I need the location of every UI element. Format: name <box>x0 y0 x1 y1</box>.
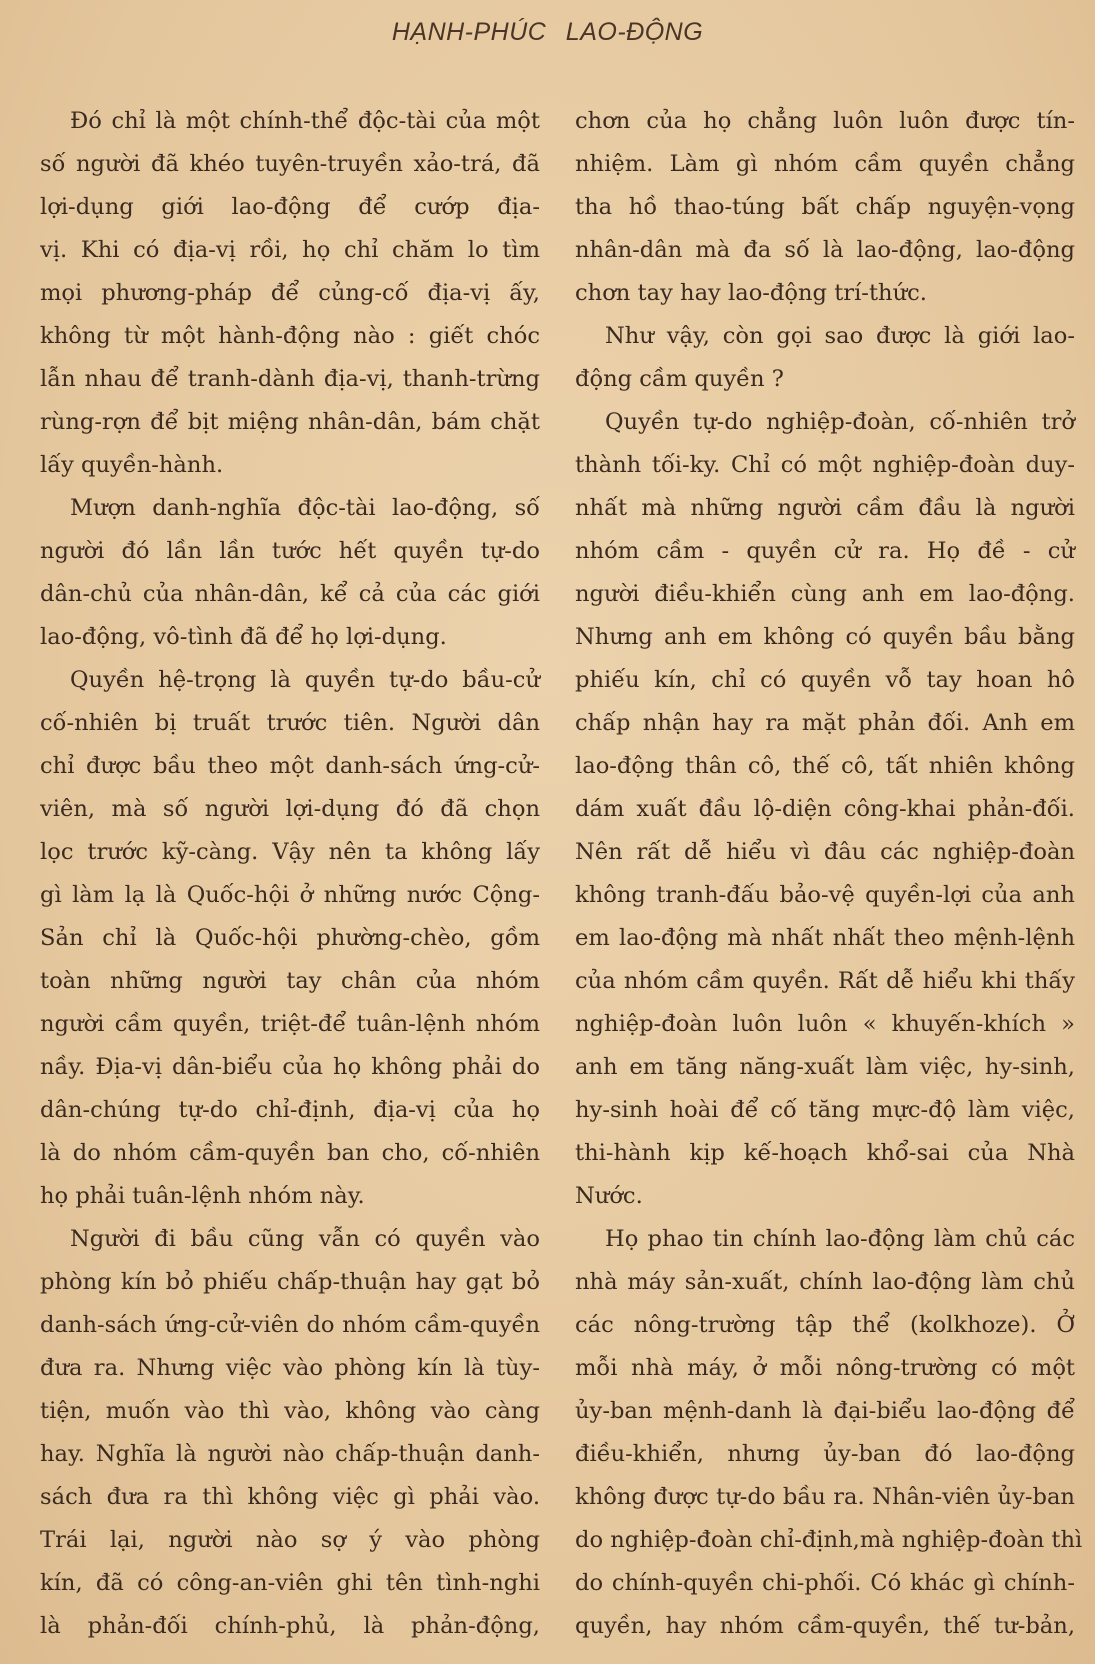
text-line: không từ một hành-động nào : giết chóc <box>40 323 540 349</box>
text-line: cố-nhiên bị truất trước tiên. Người dân <box>40 710 540 736</box>
text-line: Nhưng anh em không có quyền bầu bằng <box>575 624 1075 650</box>
text-line: sách đưa ra thì không việc gì phải vào. <box>40 1484 540 1510</box>
text-line: dám xuất đầu lộ-diện công-khai phản-đối. <box>575 796 1075 822</box>
text-line: Đó chỉ là một chính-thể độc-tài của một <box>70 108 540 134</box>
text-line: chơn của họ chẳng luôn luôn được tín- <box>575 108 1075 134</box>
text-line: Nước. <box>575 1183 643 1209</box>
text-line: nhà máy sản-xuất, chính lao-động làm chủ <box>575 1269 1075 1295</box>
text-line: thành tối-ky. Chỉ có một nghiệp-đoàn duy- <box>575 452 1075 478</box>
text-line: đưa ra. Nhưng việc vào phòng kín là tùy- <box>40 1355 540 1381</box>
text-line: nhóm cầm - quyền cử ra. Họ đề - cử <box>575 538 1075 564</box>
text-line: Sản chỉ là Quốc-hội phường-chèo, gồm <box>40 925 540 951</box>
text-line: Họ phao tin chính lao-động làm chủ các <box>605 1226 1075 1252</box>
text-line: lợi-dụng giới lao-động để cướp địa- <box>40 194 540 220</box>
text-line: nghiệp-đoàn luôn luôn « khuyến-khích » <box>575 1011 1075 1037</box>
text-line: Người đi bầu cũng vẫn có quyền vào <box>70 1226 540 1252</box>
text-line: không tranh-đấu bảo-vệ quyền-lợi của anh <box>575 882 1075 908</box>
text-line: người cầm quyền, triệt-để tuân-lệnh nhóm <box>40 1011 540 1037</box>
text-line: hy-sinh hoài để cố tăng mực-độ làm việc, <box>575 1097 1075 1123</box>
text-line: lao-động thân cô, thế cô, tất nhiên không <box>575 753 1075 779</box>
text-line: người đó lần lần tước hết quyền tự-do <box>40 538 540 564</box>
text-line: nhân-dân mà đa số là lao-động, lao-động <box>575 237 1075 263</box>
text-line: kín, đã có công-an-viên ghi tên tình-nghi <box>40 1570 540 1596</box>
text-line: dân-chúng tự-do chỉ-định, địa-vị của họ <box>40 1097 540 1123</box>
text-line: các nông-trường tập thể (kolkhoze). Ở <box>575 1312 1075 1338</box>
text-line: chấp nhận hay ra mặt phản đối. Anh em <box>575 710 1075 736</box>
text-line: chỉ được bầu theo một danh-sách ứng-cử- <box>40 753 540 779</box>
text-line: toàn những người tay chân của nhóm <box>40 968 540 994</box>
text-line: do nghiệp-đoàn chỉ-định,mà nghiệp-đoàn thì <box>575 1527 1083 1553</box>
text-line: không được tự-do bầu ra. Nhân-viên ủy-ban <box>575 1484 1075 1510</box>
text-line: vị. Khi có địa-vị rồi, họ chỉ chăm lo tìm <box>40 237 540 263</box>
text-line: rùng-rợn để bịt miệng nhân-dân, bám chặt <box>40 409 540 435</box>
text-line: động cầm quyền ? <box>575 366 784 392</box>
text-line: nầy. Địa-vị dân-biểu của họ không phải do <box>40 1054 540 1080</box>
text-line: Quyền tự-do nghiệp-đoàn, cố-nhiên trở <box>605 409 1075 435</box>
text-line: Nên rất dễ hiểu vì đâu các nghiệp-đoàn <box>575 839 1075 865</box>
text-line: tha hồ thao-túng bất chấp nguyện-vọng <box>575 194 1075 220</box>
text-line: Quyền hệ-trọng là quyền tự-do bầu-cử <box>70 667 540 693</box>
header-right: LAO-ĐỘNG <box>565 18 704 46</box>
text-line: phiếu kín, chỉ có quyền vỗ tay hoan hô <box>575 667 1075 693</box>
text-line: gì làm lạ là Quốc-hội ở những nước Cộng- <box>40 882 540 908</box>
text-line: viên, mà số người lợi-dụng đó đã chọn <box>40 796 540 822</box>
text-line: do chính-quyền chi-phối. Có khác gì chính- <box>575 1570 1075 1596</box>
text-line: mỗi nhà máy, ở mỗi nông-trường có một <box>575 1355 1075 1381</box>
text-line: tiện, muốn vào thì vào, không vào càng <box>40 1398 540 1424</box>
text-line: nhiệm. Làm gì nhóm cầm quyền chẳng <box>575 151 1075 177</box>
text-line: Trái lại, người nào sợ ý vào phòng <box>40 1527 540 1553</box>
text-line: hay. Nghĩa là người nào chấp-thuận danh- <box>40 1441 540 1467</box>
text-line: lọc trước kỹ-càng. Vậy nên ta không lấy <box>40 839 540 865</box>
text-line: quyền, hay nhóm cầm-quyền, thế tư-bản, <box>575 1613 1075 1639</box>
running-header <box>0 18 1095 47</box>
text-line: số người đã khéo tuyên-truyền xảo-trá, đã <box>40 151 540 177</box>
text-line: thi-hành kịp kế-hoạch khổ-sai của Nhà <box>575 1140 1075 1166</box>
text-line: điều-khiển, nhưng ủy-ban đó lao-động <box>575 1441 1075 1467</box>
text-line: là do nhóm cầm-quyền ban cho, cố-nhiên <box>40 1140 540 1166</box>
text-line: họ phải tuân-lệnh nhóm này. <box>40 1183 365 1209</box>
text-line: phòng kín bỏ phiếu chấp-thuận hay gạt bỏ <box>40 1269 540 1295</box>
text-line: Như vậy, còn gọi sao được là giới lao- <box>605 323 1075 349</box>
text-line: lao-động, vô-tình đã để họ lợi-dụng. <box>40 624 447 650</box>
right-column <box>575 100 1083 1648</box>
text-line: là phản-đối chính-phủ, là phản-động, <box>40 1613 540 1639</box>
text-line: lấy quyền-hành. <box>40 452 224 478</box>
text-line: mọi phương-pháp để củng-cố địa-vị ấy, <box>40 280 540 306</box>
text-line: danh-sách ứng-cử-viên do nhóm cầm-quyền <box>40 1312 540 1338</box>
text-line: chơn tay hay lao-động trí-thức. <box>575 280 927 306</box>
text-line: Mượn danh-nghĩa độc-tài lao-động, số <box>70 495 540 521</box>
text-line: lẫn nhau để tranh-dành địa-vị, thanh-trừng <box>40 366 540 392</box>
text-line: ủy-ban mệnh-danh là đại-biểu lao-động để <box>575 1398 1075 1424</box>
text-line: nhất mà những người cầm đầu là người <box>575 495 1075 521</box>
text-line: người điều-khiển cùng anh em lao-động. <box>575 581 1075 607</box>
text-line: dân-chủ của nhân-dân, kể cả của các giới <box>40 581 540 607</box>
text-line: em lao-động mà nhất nhất theo mệnh-lệnh <box>575 925 1075 951</box>
header-left: HẠNH-PHÚC <box>391 18 547 46</box>
text-line: của nhóm cầm quyền. Rất dễ hiểu khi thấy <box>575 968 1075 994</box>
text-line: anh em tăng năng-xuất làm việc, hy-sinh, <box>575 1054 1075 1080</box>
left-column <box>40 100 540 1648</box>
